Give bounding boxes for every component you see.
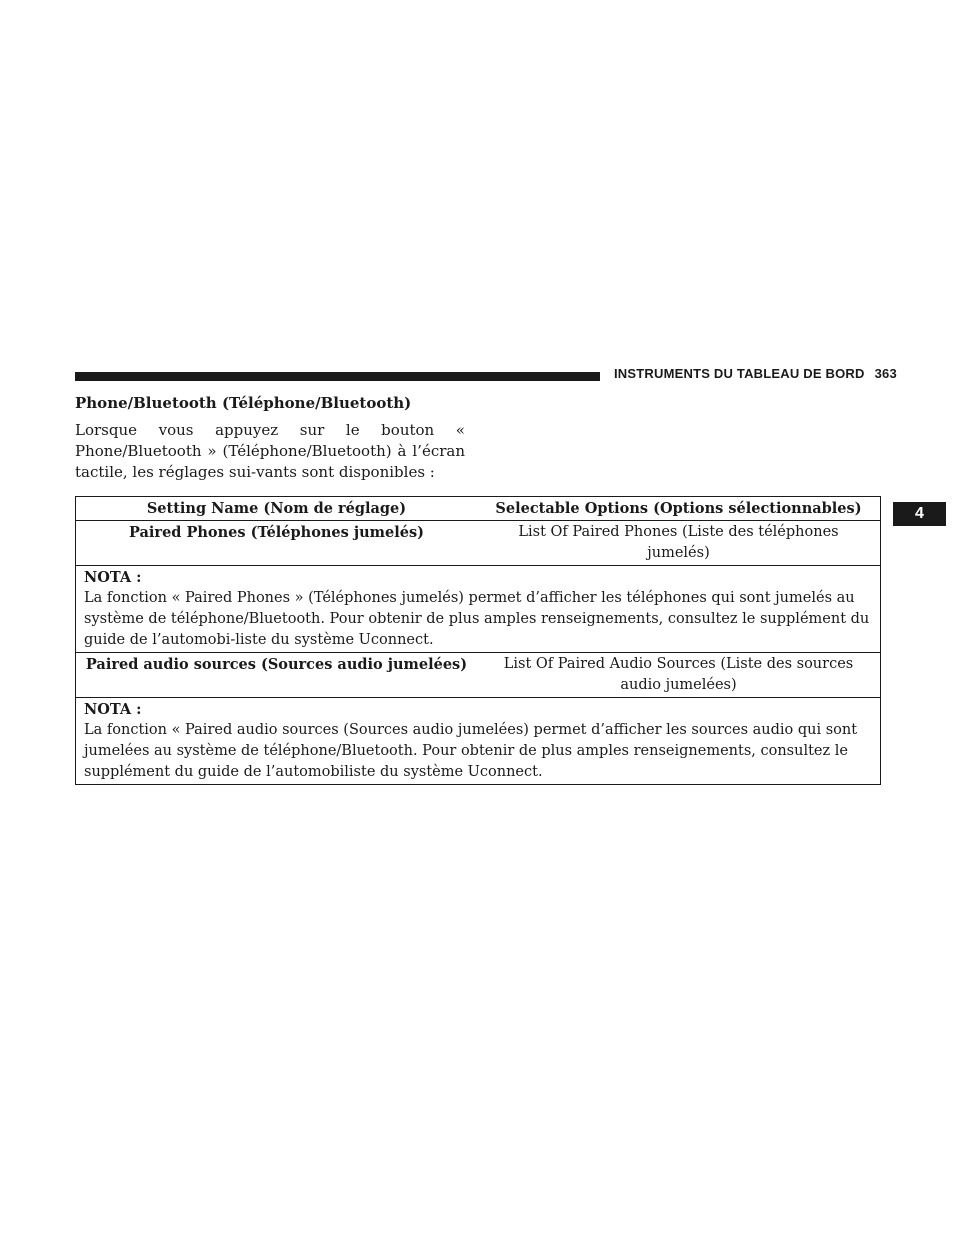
option-cell: List Of Paired Phones (Liste des téléphones jumelés): [477, 521, 881, 566]
section-title: Phone/Bluetooth (Téléphone/Bluetooth): [75, 394, 412, 412]
page-number: 363: [874, 366, 897, 381]
header-rule: [75, 372, 600, 381]
intro-paragraph: Lorsque vous appuyez sur le bouton « Phone/Bluetooth » (Téléphone/Bluetooth) à l’écran tactile, les réglages sui-vants sont disponibles :: [75, 421, 465, 481]
setting-name-cell: Paired audio sources (Sources audio jumelées): [76, 653, 478, 698]
setting-name-cell: Paired Phones (Téléphones jumelés): [76, 521, 478, 566]
settings-table: [75, 496, 881, 785]
note-text: La fonction « Paired Phones » (Téléphones jumelés) permet d’afficher les téléphones qui sont jumelés au système de téléphone/Bluetooth. Pour obtenir de plus amples renseignements, consultez le supplément du guide de l’automobi-liste du système Uconnect.: [84, 590, 870, 648]
note-text: La fonction « Paired audio sources (Sources audio jumelées) permet d’afficher les sources audio qui sont jumelées au système de téléphone/Bluetooth. Pour obtenir de plus amples renseignements, consultez le supplément du guide de l’automobiliste du système Uconnect.: [84, 722, 858, 780]
note-label: NOTA :: [84, 569, 142, 586]
note-row: [76, 698, 881, 785]
note-row: [76, 566, 881, 653]
table-row: [76, 653, 881, 698]
header-section-title: INSTRUMENTS DU TABLEAU DE BORD: [614, 366, 865, 381]
column-header-setting: Setting Name (Nom de réglage): [76, 497, 478, 521]
column-header-options: Selectable Options (Options sélectionnables): [477, 497, 881, 521]
running-header: [614, 366, 897, 381]
table-header-row: [76, 497, 881, 521]
chapter-tab: 4: [893, 502, 946, 526]
note-cell: [76, 698, 881, 785]
table-row: [76, 521, 881, 566]
note-cell: [76, 566, 881, 653]
option-cell: List Of Paired Audio Sources (Liste des sources audio jumelées): [477, 653, 881, 698]
note-label: NOTA :: [84, 701, 142, 718]
